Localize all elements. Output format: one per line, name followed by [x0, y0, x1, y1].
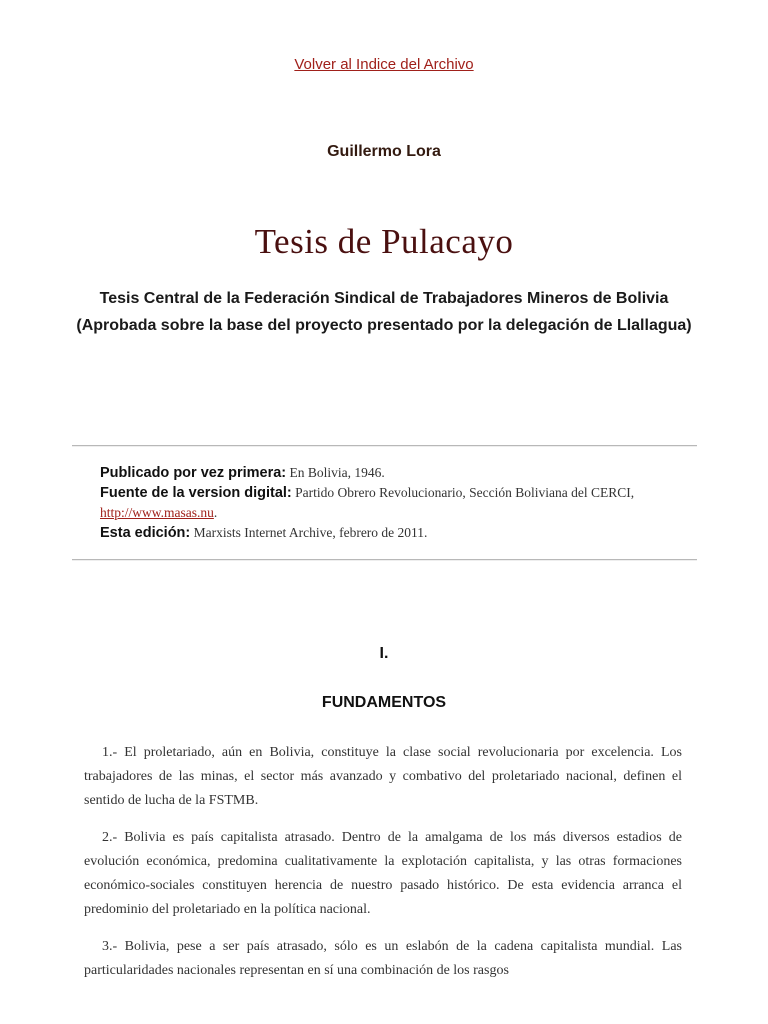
divider-top — [72, 445, 697, 447]
published-value: En Bolivia, 1946. — [286, 465, 385, 480]
source-row — [100, 483, 690, 523]
edition-label: Esta edición: — [100, 525, 191, 541]
section-number: I. — [379, 645, 389, 662]
paragraph: 3.- Bolivia, pese a ser país atrasado, sólo es un eslabón de la cadena capitalista mundial. Las particularidades nacionales representan en sí una combinación de los rasgos — [84, 939, 682, 978]
source-label: Fuente de la version digital: — [100, 485, 292, 501]
paragraph: 2.- Bolivia es país capitalista atrasado. Dentro de la amalgama de los más diversos estadios de evolución económica, predomina cualitativamente la explotación capitalista, y las otras formaciones económico-sociales constituyen herencia de nuestro pasado histórico. De esta evidencia arranca el predominio del proletariado en la política nacional. — [84, 830, 682, 917]
section-title: FUNDAMENTOS — [321, 694, 447, 711]
published-row — [100, 463, 690, 483]
back-to-index-link[interactable]: Volver al Indice del Archivo — [294, 56, 474, 73]
publication-info — [100, 463, 690, 543]
published-label: Publicado por vez primera: — [100, 465, 287, 481]
subtitle-line-2: (Aprobada sobre la base del proyecto presentado por la delegación de Llallagua) — [76, 317, 692, 334]
source-value: Partido Obrero Revolucionario, Sección Boliviana del CERCI, — [291, 485, 635, 500]
source-url-link[interactable]: http://www.masas.nu — [100, 505, 214, 520]
divider-bottom — [72, 559, 697, 561]
document-subtitle — [40, 285, 728, 339]
source-end: . — [213, 505, 218, 520]
paragraph: 1.- El proletariado, aún en Bolivia, constituye la clase social revolucionaria por excelencia. Los trabajadores de las minas, el sector más avanzado y combativo del proletariado nacional, definen el sentido de lucha de la FSTMB. — [84, 745, 682, 808]
edition-value: Marxists Internet Archive, febrero de 2011. — [190, 525, 428, 540]
document-title: Tesis de Pulacayo — [254, 222, 514, 261]
author-name: Guillermo Lora — [327, 143, 441, 160]
edition-row — [100, 523, 690, 543]
subtitle-line-1: Tesis Central de la Federación Sindical de Trabajadores Mineros de Bolivia — [99, 290, 669, 307]
section-body — [84, 741, 682, 996]
